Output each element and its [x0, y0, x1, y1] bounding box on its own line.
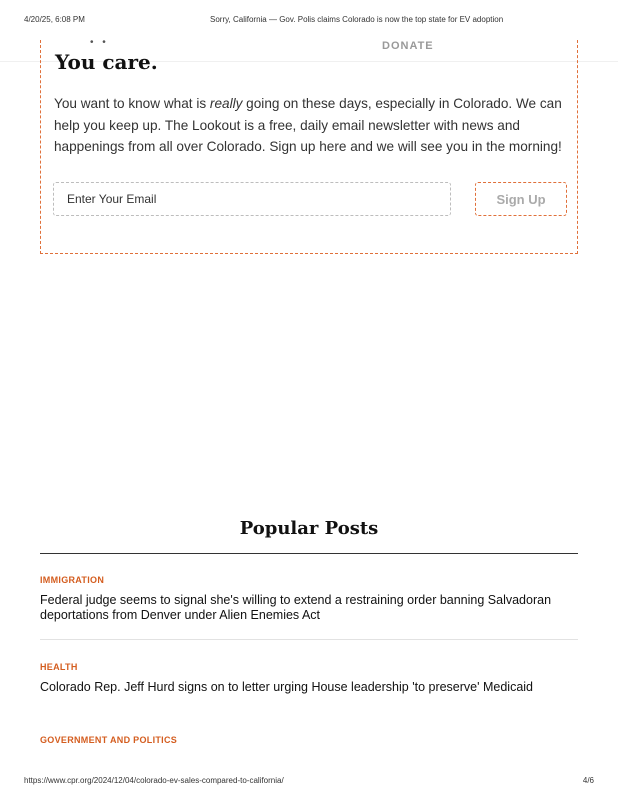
email-input[interactable] — [53, 182, 451, 216]
pitch-emphasis: really — [209, 96, 243, 111]
pitch-text-start: You want to know what is — [54, 96, 210, 111]
popular-post — [40, 735, 578, 745]
donate-link[interactable]: DONATE — [382, 40, 434, 52]
sign-up-button[interactable]: Sign Up — [475, 182, 567, 216]
post-category[interactable]: HEALTH — [40, 662, 78, 672]
popular-posts-title: Popular Posts — [239, 518, 379, 539]
popular-post — [40, 662, 578, 695]
print-footer — [24, 776, 594, 788]
post-category[interactable]: IMMIGRATION — [40, 575, 105, 585]
print-page-number: 4/6 — [582, 776, 594, 785]
post-divider — [40, 639, 578, 640]
print-page-title: Sorry, California — Gov. Polis claims Colorado is now the top state for EV adoption — [210, 15, 504, 24]
print-date: 4/20/25, 6:08 PM — [24, 15, 85, 24]
post-category[interactable]: GOVERNMENT AND POLITICS — [40, 735, 178, 745]
popular-post — [40, 575, 578, 640]
pitch-text-end: going on these days, especially in Colorado. We can help you keep up. The Lookout is a free, daily email newsletter with news and happenings from all over Colorado. Sign up here and we will see you in the morning! — [54, 96, 562, 154]
signup-pitch — [54, 93, 570, 158]
post-headline[interactable]: Federal judge seems to signal she's willing to extend a restraining order banning Salvadoran deportations from Denver under Alien Enemies Act — [40, 593, 552, 622]
print-header — [24, 15, 594, 27]
newsletter-signup-box — [40, 40, 578, 254]
signup-heading: You care. — [55, 50, 158, 74]
print-url: https://www.cpr.org/2024/12/04/colorado-ev-sales-compared-to-california/ — [24, 776, 284, 785]
post-headline[interactable]: Colorado Rep. Jeff Hurd signs on to letter urging House leadership 'to preserve' Medicaid — [40, 680, 534, 694]
popular-posts-header — [40, 518, 578, 554]
menu-dots-icon[interactable]: • • — [90, 37, 109, 48]
popular-posts-divider — [40, 553, 578, 554]
